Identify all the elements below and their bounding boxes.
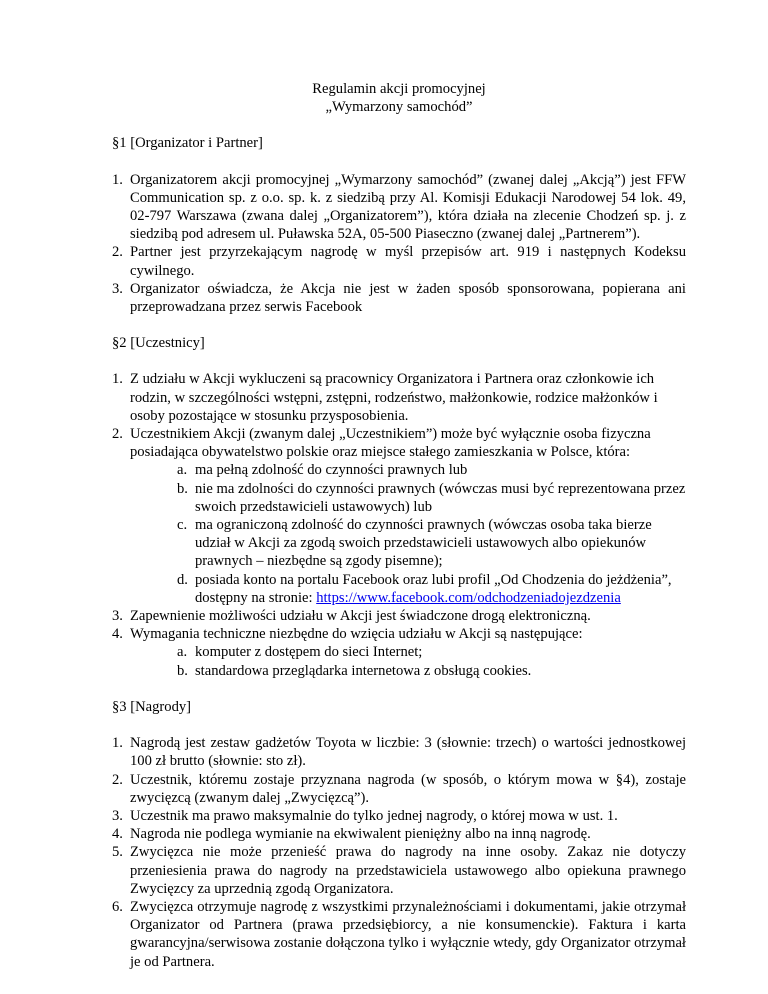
item-number: 1. [112, 171, 123, 188]
section-2-list [112, 370, 686, 679]
item-text: Uczestnik ma prawo maksymalnie do tylko jednej nagrody, o której mowa w ust. 1. [130, 807, 618, 824]
document-title [112, 80, 686, 116]
list-item [112, 243, 686, 279]
list-item [112, 734, 686, 770]
item-number: 2. [112, 771, 123, 788]
sub-item-text: ma pełną zdolność do czynności prawnych lub [195, 462, 468, 479]
item-text: Uczestnik, któremu zostaje przyznana nagroda (w sposób, o którym mowa w §4), zostaje zwycięzcą (zwanym dalej „Zwycięzcą”). [130, 771, 686, 806]
sub-item-letter: a. [177, 644, 188, 661]
list-item [112, 843, 686, 898]
sub-item-letter: b. [177, 480, 188, 497]
list-item [112, 625, 686, 680]
list-item [112, 280, 686, 316]
sub-item-text [195, 571, 686, 607]
sub-item-letter: a. [177, 462, 188, 479]
sub-list-item [177, 461, 686, 479]
sub-list-item [177, 571, 686, 607]
list-item [112, 425, 686, 607]
sub-item-text: komputer z dostępem do sieci Internet; [195, 644, 423, 661]
item-number: 3. [112, 608, 123, 625]
list-item [112, 807, 686, 825]
facebook-profile-link[interactable]: https://www.facebook.com/odchodzeniadojezdzenia [316, 589, 621, 606]
item-number: 2. [112, 244, 123, 261]
item-number: 2. [112, 426, 123, 443]
item-text: Wymagania techniczne niezbędne do wzięcia udziału w Akcji są następujące: [130, 626, 583, 643]
sub-item-letter: b. [177, 662, 188, 679]
title-line-2: „Wymarzony samochód” [325, 99, 473, 116]
sub-item-text: standardowa przeglądarka internetowa z obsługą cookies. [195, 662, 532, 679]
sub-list-item [177, 480, 686, 516]
item-number: 6. [112, 898, 123, 915]
sub-item-letter: d. [177, 571, 188, 588]
list-item [112, 825, 686, 843]
sub-item-text: nie ma zdolności do czynności prawnych (wówczas musi być reprezentowana przez swoich przedstawicieli ustawowych) lub [195, 480, 686, 515]
list-item [112, 771, 686, 807]
item-number: 1. [112, 735, 123, 752]
section-3-heading: §3 [Nagrody] [112, 698, 192, 715]
item-number: 1. [112, 371, 123, 388]
item-text: Z udziału w Akcji wykluczeni są pracownicy Organizatora i Partnera oraz członkowie ich rodzin, w szczególności wstępni, zstępni, rodzeństwo, małżonkowie, rodzice małżonków i osoby pozostające w stosunku przysposobienia. [130, 371, 658, 424]
section-1-heading: §1 [Organizator i Partner] [112, 135, 263, 152]
item-text: Zwycięzca otrzymuje nagrodę z wszystkimi przynależnościami i dokumentami, jakie otrzymał Organizator od Partnera (prawa przedsiębiorcy, a nie konsumenckie). Faktura i karta gwarancyjna/serwisowa zostanie dołączona tylko i wyłącznie wtedy, gdy Organizator otrzymał je od Partnera. [130, 898, 686, 970]
section-2-heading: §2 [Uczestnicy] [112, 335, 205, 352]
item-text: Nagrodą jest zestaw gadżetów Toyota w liczbie: 3 (słownie: trzech) o wartości jednostkowej 100 zł brutto (słownie: sto zł). [130, 735, 686, 770]
sub-item-letter: c. [177, 517, 188, 534]
item-text: Organizator oświadcza, że Akcja nie jest w żaden sposób sponsorowana, popierana ani przeprowadzana przez serwis Facebook [130, 280, 686, 316]
sub-list-item [177, 662, 686, 680]
list-item [112, 607, 686, 625]
sub-list-item [177, 643, 686, 661]
list-item [112, 898, 686, 971]
section-1-list [112, 171, 686, 317]
item-number: 5. [112, 844, 123, 861]
sub-item-text: ma ograniczoną zdolność do czynności prawnych (wówczas osoba taka bierze udział w Akcji za zgodą swoich przedstawicieli ustawowych albo opiekunów prawnych – niezbędne są zgody pisemne); [195, 517, 652, 570]
sub-list [130, 461, 686, 607]
item-text: Organizatorem akcji promocyjnej „Wymarzony samochód” (zwanej dalej „Akcją”) jest FFW Communication sp. z o.o. sp. k. z siedzibą przy Al. Komisji Edukacji Narodowej 54 lok. 49, 02-797 Warszawa (zwana dalej „Organizatorem”), która działa na zlecenie Chodzeń sp. j. z siedzibą pod adresem ul. Puławska 52A, 05-500 Piaseczno (zwanej dalej „Partnerem”). [130, 171, 686, 243]
item-number: 3. [112, 807, 123, 824]
sub-list-item [177, 516, 686, 571]
title-line-1: Regulamin akcji promocyjnej [312, 81, 486, 97]
item-text: Nagroda nie podlega wymianie na ekwiwalent pieniężny albo na inną nagrodę. [130, 826, 591, 843]
item-number: 4. [112, 626, 123, 643]
list-item [112, 171, 686, 244]
item-number: 4. [112, 826, 123, 843]
list-item [112, 370, 686, 425]
sub-item-text-body: posiada konto na portalu Facebook oraz lubi profil „Od Chodzenia do jeżdżenia”, dostępny na stronie: [195, 571, 672, 606]
item-text: Partner jest przyrzekającym nagrodę w myśl przepisów art. 919 i następnych Kodeksu cywilnego. [130, 244, 686, 279]
item-number: 3. [112, 280, 123, 297]
item-text: Zwycięzca nie może przenieść prawa do nagrody na inne osoby. Zakaz nie dotyczy przeniesienia prawa do nagrody na przedstawiciela ustawowego albo opiekuna prawnego Zwycięzcy za uprzednią zgodą Organizatora. [130, 844, 686, 897]
section-3-list [112, 734, 686, 971]
item-text: Zapewnienie możliwości udziału w Akcji jest świadczone drogą elektroniczną. [130, 608, 591, 625]
sub-list [130, 643, 686, 679]
item-text: Uczestnikiem Akcji (zwanym dalej „Uczestnikiem”) może być wyłącznie osoba fizyczna posiadająca obywatelstwo polskie oraz miejsce stałego zamieszkania w Polsce, która: [130, 426, 651, 461]
